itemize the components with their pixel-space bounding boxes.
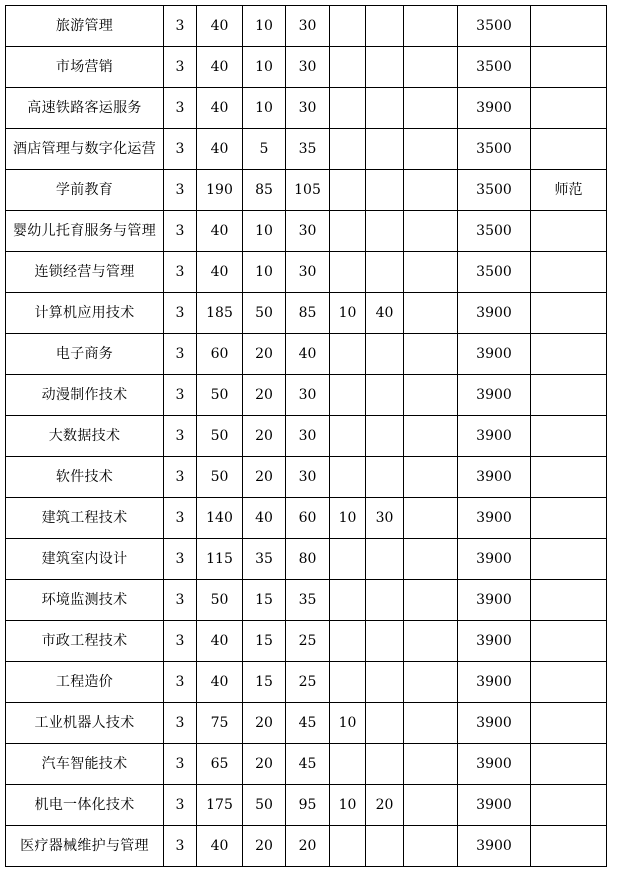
major-name-cell: 学前教育 xyxy=(6,170,164,211)
table-row xyxy=(6,826,607,867)
plan-col-2-cell: 30 xyxy=(286,47,330,88)
plan-col-1-cell: 50 xyxy=(243,785,286,826)
table-row xyxy=(6,539,607,580)
tuition-fee-cell: 3900 xyxy=(458,88,531,129)
plan-col-5-cell xyxy=(404,416,458,457)
table-row xyxy=(6,47,607,88)
years-cell: 3 xyxy=(164,416,197,457)
remark-cell xyxy=(531,252,607,293)
plan-col-2-cell: 30 xyxy=(286,6,330,47)
years-cell: 3 xyxy=(164,170,197,211)
plan-col-5-cell xyxy=(404,539,458,580)
years-cell: 3 xyxy=(164,47,197,88)
table-row xyxy=(6,211,607,252)
plan-col-2-cell: 105 xyxy=(286,170,330,211)
major-name-cell: 工业机器人技术 xyxy=(6,703,164,744)
years-cell: 3 xyxy=(164,334,197,375)
plan-col-2-cell: 20 xyxy=(286,826,330,867)
tuition-fee-cell: 3500 xyxy=(458,6,531,47)
plan-col-1-cell: 10 xyxy=(243,211,286,252)
tuition-fee-cell: 3500 xyxy=(458,170,531,211)
plan-col-3-cell xyxy=(330,662,366,703)
remark-cell xyxy=(531,621,607,662)
years-cell: 3 xyxy=(164,826,197,867)
plan-col-1-cell: 10 xyxy=(243,88,286,129)
plan-col-4-cell xyxy=(366,539,404,580)
plan-col-5-cell xyxy=(404,293,458,334)
total-plan-cell: 50 xyxy=(197,457,243,498)
tuition-fee-cell: 3900 xyxy=(458,416,531,457)
plan-col-3-cell xyxy=(330,457,366,498)
plan-col-3-cell xyxy=(330,211,366,252)
table-row xyxy=(6,6,607,47)
plan-col-5-cell xyxy=(404,252,458,293)
major-name-cell: 机电一体化技术 xyxy=(6,785,164,826)
plan-col-4-cell xyxy=(366,6,404,47)
plan-col-2-cell: 45 xyxy=(286,703,330,744)
years-cell: 3 xyxy=(164,785,197,826)
remark-cell xyxy=(531,211,607,252)
remark-cell: 师范 xyxy=(531,170,607,211)
plan-col-1-cell: 20 xyxy=(243,334,286,375)
plan-col-2-cell: 35 xyxy=(286,129,330,170)
plan-col-1-cell: 20 xyxy=(243,826,286,867)
plan-col-2-cell: 25 xyxy=(286,662,330,703)
plan-col-1-cell: 20 xyxy=(243,744,286,785)
plan-col-4-cell: 20 xyxy=(366,785,404,826)
major-name-cell: 高速铁路客运服务 xyxy=(6,88,164,129)
plan-col-5-cell xyxy=(404,580,458,621)
total-plan-cell: 50 xyxy=(197,580,243,621)
major-name-cell: 计算机应用技术 xyxy=(6,293,164,334)
plan-col-4-cell xyxy=(366,129,404,170)
remark-cell xyxy=(531,416,607,457)
major-name-cell: 市场营销 xyxy=(6,47,164,88)
plan-col-1-cell: 20 xyxy=(243,375,286,416)
plan-col-2-cell: 85 xyxy=(286,293,330,334)
plan-col-3-cell xyxy=(330,826,366,867)
plan-col-1-cell: 10 xyxy=(243,6,286,47)
plan-col-2-cell: 30 xyxy=(286,416,330,457)
table-row xyxy=(6,703,607,744)
years-cell: 3 xyxy=(164,498,197,539)
plan-col-4-cell xyxy=(366,252,404,293)
table-row xyxy=(6,170,607,211)
plan-col-4-cell: 30 xyxy=(366,498,404,539)
years-cell: 3 xyxy=(164,621,197,662)
plan-col-2-cell: 40 xyxy=(286,334,330,375)
years-cell: 3 xyxy=(164,580,197,621)
plan-col-1-cell: 35 xyxy=(243,539,286,580)
plan-col-3-cell xyxy=(330,88,366,129)
tuition-fee-cell: 3900 xyxy=(458,580,531,621)
plan-col-2-cell: 60 xyxy=(286,498,330,539)
total-plan-cell: 190 xyxy=(197,170,243,211)
years-cell: 3 xyxy=(164,252,197,293)
major-name-cell: 大数据技术 xyxy=(6,416,164,457)
plan-col-5-cell xyxy=(404,785,458,826)
remark-cell xyxy=(531,293,607,334)
tuition-fee-cell: 3900 xyxy=(458,662,531,703)
years-cell: 3 xyxy=(164,703,197,744)
major-name-cell: 市政工程技术 xyxy=(6,621,164,662)
total-plan-cell: 40 xyxy=(197,662,243,703)
plan-col-1-cell: 10 xyxy=(243,252,286,293)
tuition-fee-cell: 3900 xyxy=(458,826,531,867)
years-cell: 3 xyxy=(164,457,197,498)
plan-col-2-cell: 80 xyxy=(286,539,330,580)
remark-cell xyxy=(531,785,607,826)
tuition-fee-cell: 3500 xyxy=(458,47,531,88)
plan-col-3-cell xyxy=(330,6,366,47)
plan-col-5-cell xyxy=(404,375,458,416)
plan-col-5-cell xyxy=(404,170,458,211)
plan-col-4-cell xyxy=(366,170,404,211)
remark-cell xyxy=(531,47,607,88)
table-row xyxy=(6,457,607,498)
years-cell: 3 xyxy=(164,129,197,170)
plan-col-1-cell: 85 xyxy=(243,170,286,211)
years-cell: 3 xyxy=(164,662,197,703)
tuition-fee-cell: 3500 xyxy=(458,252,531,293)
table-row xyxy=(6,744,607,785)
remark-cell xyxy=(531,662,607,703)
plan-col-5-cell xyxy=(404,47,458,88)
plan-col-4-cell xyxy=(366,826,404,867)
plan-col-1-cell: 40 xyxy=(243,498,286,539)
total-plan-cell: 50 xyxy=(197,416,243,457)
total-plan-cell: 40 xyxy=(197,211,243,252)
tuition-fee-cell: 3900 xyxy=(458,498,531,539)
plan-col-2-cell: 95 xyxy=(286,785,330,826)
plan-col-3-cell xyxy=(330,539,366,580)
plan-col-4-cell xyxy=(366,662,404,703)
plan-col-3-cell: 10 xyxy=(330,785,366,826)
plan-col-3-cell: 10 xyxy=(330,498,366,539)
table-row xyxy=(6,88,607,129)
major-name-cell: 动漫制作技术 xyxy=(6,375,164,416)
remark-cell xyxy=(531,457,607,498)
remark-cell xyxy=(531,334,607,375)
total-plan-cell: 75 xyxy=(197,703,243,744)
plan-col-5-cell xyxy=(404,211,458,252)
plan-col-4-cell: 40 xyxy=(366,293,404,334)
remark-cell xyxy=(531,703,607,744)
enrollment-plan-table xyxy=(5,5,607,867)
major-name-cell: 连锁经营与管理 xyxy=(6,252,164,293)
tuition-fee-cell: 3900 xyxy=(458,334,531,375)
table-row xyxy=(6,334,607,375)
plan-col-4-cell xyxy=(366,580,404,621)
table-row xyxy=(6,785,607,826)
tuition-fee-cell: 3500 xyxy=(458,211,531,252)
plan-col-1-cell: 20 xyxy=(243,416,286,457)
plan-col-5-cell xyxy=(404,662,458,703)
plan-col-3-cell xyxy=(330,416,366,457)
plan-col-5-cell xyxy=(404,6,458,47)
remark-cell xyxy=(531,88,607,129)
plan-col-4-cell xyxy=(366,457,404,498)
plan-col-4-cell xyxy=(366,621,404,662)
major-name-cell: 环境监测技术 xyxy=(6,580,164,621)
tuition-fee-cell: 3500 xyxy=(458,129,531,170)
plan-col-2-cell: 45 xyxy=(286,744,330,785)
major-name-cell: 婴幼儿托育服务与管理 xyxy=(6,211,164,252)
plan-col-2-cell: 30 xyxy=(286,211,330,252)
tuition-fee-cell: 3900 xyxy=(458,539,531,580)
plan-col-4-cell xyxy=(366,47,404,88)
table-row xyxy=(6,293,607,334)
plan-col-3-cell xyxy=(330,170,366,211)
tuition-fee-cell: 3900 xyxy=(458,744,531,785)
total-plan-cell: 40 xyxy=(197,826,243,867)
years-cell: 3 xyxy=(164,88,197,129)
total-plan-cell: 60 xyxy=(197,334,243,375)
plan-col-3-cell xyxy=(330,744,366,785)
total-plan-cell: 115 xyxy=(197,539,243,580)
plan-col-1-cell: 15 xyxy=(243,662,286,703)
table-row xyxy=(6,129,607,170)
plan-col-5-cell xyxy=(404,498,458,539)
plan-col-4-cell xyxy=(366,211,404,252)
major-name-cell: 酒店管理与数字化运营 xyxy=(6,129,164,170)
total-plan-cell: 40 xyxy=(197,252,243,293)
plan-col-3-cell: 10 xyxy=(330,293,366,334)
total-plan-cell: 140 xyxy=(197,498,243,539)
table-row xyxy=(6,621,607,662)
major-name-cell: 软件技术 xyxy=(6,457,164,498)
major-name-cell: 建筑室内设计 xyxy=(6,539,164,580)
total-plan-cell: 40 xyxy=(197,88,243,129)
tuition-fee-cell: 3900 xyxy=(458,785,531,826)
plan-col-5-cell xyxy=(404,129,458,170)
major-name-cell: 工程造价 xyxy=(6,662,164,703)
plan-col-5-cell xyxy=(404,826,458,867)
years-cell: 3 xyxy=(164,539,197,580)
plan-col-3-cell xyxy=(330,334,366,375)
remark-cell xyxy=(531,129,607,170)
plan-col-1-cell: 20 xyxy=(243,457,286,498)
total-plan-cell: 50 xyxy=(197,375,243,416)
plan-col-2-cell: 30 xyxy=(286,457,330,498)
plan-col-1-cell: 50 xyxy=(243,293,286,334)
table-row xyxy=(6,375,607,416)
tuition-fee-cell: 3900 xyxy=(458,375,531,416)
plan-col-4-cell xyxy=(366,744,404,785)
major-name-cell: 建筑工程技术 xyxy=(6,498,164,539)
plan-col-1-cell: 10 xyxy=(243,47,286,88)
plan-col-3-cell xyxy=(330,375,366,416)
years-cell: 3 xyxy=(164,211,197,252)
tuition-fee-cell: 3900 xyxy=(458,621,531,662)
total-plan-cell: 175 xyxy=(197,785,243,826)
remark-cell xyxy=(531,826,607,867)
table-row xyxy=(6,416,607,457)
plan-col-5-cell xyxy=(404,334,458,375)
remark-cell xyxy=(531,580,607,621)
plan-col-4-cell xyxy=(366,416,404,457)
plan-col-2-cell: 30 xyxy=(286,252,330,293)
plan-col-4-cell xyxy=(366,703,404,744)
plan-col-5-cell xyxy=(404,744,458,785)
plan-col-1-cell: 15 xyxy=(243,621,286,662)
plan-col-3-cell xyxy=(330,47,366,88)
table-body xyxy=(6,6,607,867)
tuition-fee-cell: 3900 xyxy=(458,457,531,498)
plan-col-2-cell: 35 xyxy=(286,580,330,621)
plan-col-4-cell xyxy=(366,334,404,375)
total-plan-cell: 40 xyxy=(197,621,243,662)
remark-cell xyxy=(531,539,607,580)
plan-col-1-cell: 20 xyxy=(243,703,286,744)
plan-col-5-cell xyxy=(404,88,458,129)
plan-col-1-cell: 15 xyxy=(243,580,286,621)
plan-col-2-cell: 30 xyxy=(286,375,330,416)
plan-col-2-cell: 30 xyxy=(286,88,330,129)
major-name-cell: 医疗器械维护与管理 xyxy=(6,826,164,867)
tuition-fee-cell: 3900 xyxy=(458,293,531,334)
table-row xyxy=(6,252,607,293)
years-cell: 3 xyxy=(164,6,197,47)
plan-col-3-cell xyxy=(330,621,366,662)
plan-col-3-cell: 10 xyxy=(330,703,366,744)
table-row xyxy=(6,662,607,703)
total-plan-cell: 40 xyxy=(197,6,243,47)
total-plan-cell: 65 xyxy=(197,744,243,785)
remark-cell xyxy=(531,6,607,47)
plan-col-5-cell xyxy=(404,457,458,498)
major-name-cell: 电子商务 xyxy=(6,334,164,375)
plan-col-4-cell xyxy=(366,375,404,416)
plan-col-4-cell xyxy=(366,88,404,129)
plan-col-1-cell: 5 xyxy=(243,129,286,170)
table-row xyxy=(6,580,607,621)
plan-col-3-cell xyxy=(330,129,366,170)
remark-cell xyxy=(531,375,607,416)
total-plan-cell: 185 xyxy=(197,293,243,334)
years-cell: 3 xyxy=(164,375,197,416)
plan-col-5-cell xyxy=(404,703,458,744)
major-name-cell: 汽车智能技术 xyxy=(6,744,164,785)
plan-col-3-cell xyxy=(330,580,366,621)
table-row xyxy=(6,498,607,539)
total-plan-cell: 40 xyxy=(197,129,243,170)
remark-cell xyxy=(531,744,607,785)
tuition-fee-cell: 3900 xyxy=(458,703,531,744)
plan-col-3-cell xyxy=(330,252,366,293)
plan-col-5-cell xyxy=(404,621,458,662)
total-plan-cell: 40 xyxy=(197,47,243,88)
major-name-cell: 旅游管理 xyxy=(6,6,164,47)
years-cell: 3 xyxy=(164,293,197,334)
remark-cell xyxy=(531,498,607,539)
plan-col-2-cell: 25 xyxy=(286,621,330,662)
years-cell: 3 xyxy=(164,744,197,785)
